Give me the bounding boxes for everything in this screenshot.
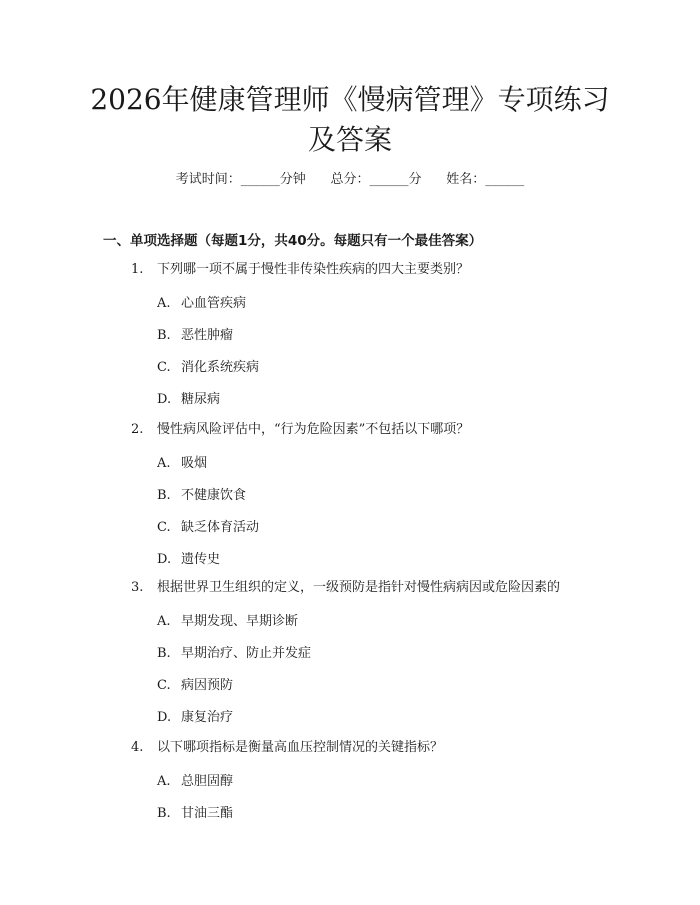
option-text: 病因预防: [181, 678, 234, 693]
option-text: 缺乏体育活动: [181, 520, 260, 535]
option-a: [0, 610, 700, 642]
option-b: [0, 642, 700, 674]
option-text: 心血管疾病: [181, 296, 247, 311]
option-letter: D.: [157, 392, 172, 407]
option-letter: A.: [157, 614, 171, 629]
question-2: [0, 418, 700, 580]
exam-info-line: 考试时间：______分钟 总分：______分 姓名：______: [175, 172, 525, 187]
question-stem: [0, 576, 700, 600]
option-a: [0, 770, 700, 802]
option-letter: A.: [157, 456, 171, 471]
option-list: [0, 610, 700, 738]
question-number: 3.: [131, 580, 144, 595]
option-letter: A.: [157, 296, 171, 311]
option-text: 不健康饮食: [181, 488, 247, 503]
question-stem: [0, 736, 700, 760]
option-b: [0, 324, 700, 356]
option-letter: C.: [157, 520, 171, 535]
question-text: 根据世界卫生组织的定义，一级预防是指针对慢性病病因或危险因素的: [157, 580, 561, 595]
option-letter: B.: [157, 646, 171, 661]
option-c: [0, 674, 700, 706]
option-a: [0, 452, 700, 484]
option-letter: B.: [157, 328, 171, 343]
question-4: [0, 736, 700, 834]
question-1: [0, 258, 700, 420]
question-number: 2.: [131, 422, 144, 437]
option-letter: B.: [157, 488, 171, 503]
option-text: 恶性肿瘤: [181, 328, 234, 343]
option-text: 早期治疗、防止并发症: [181, 646, 312, 661]
option-text: 康复治疗: [181, 710, 234, 725]
option-b: [0, 484, 700, 516]
question-text: 下列哪一项不属于慢性非传染性疾病的四大主要类别？: [157, 262, 470, 277]
question-3: [0, 576, 700, 738]
option-list: [0, 292, 700, 420]
option-text: 早期发现、早期诊断: [181, 614, 299, 629]
option-d: [0, 706, 700, 738]
section-heading: 一、单项选择题（每题1分，共40分。每题只有一个最佳答案）: [103, 233, 483, 249]
option-a: [0, 292, 700, 324]
option-c: [0, 356, 700, 388]
option-letter: D.: [157, 710, 172, 725]
option-d: [0, 388, 700, 420]
option-b: [0, 802, 700, 834]
question-text: 以下哪项指标是衡量高血压控制情况的关键指标？: [157, 740, 444, 755]
question-stem: [0, 258, 700, 282]
option-text: 遗传史: [181, 552, 221, 567]
option-list: [0, 770, 700, 834]
question-number: 4.: [131, 740, 144, 755]
option-letter: D.: [157, 552, 172, 567]
option-text: 吸烟: [181, 456, 208, 471]
option-letter: C.: [157, 678, 171, 693]
option-text: 甘油三酯: [181, 806, 234, 821]
option-text: 糖尿病: [181, 392, 221, 407]
option-letter: C.: [157, 360, 171, 375]
option-list: [0, 452, 700, 580]
option-letter: A.: [157, 774, 171, 789]
question-number: 1.: [131, 262, 144, 277]
option-letter: B.: [157, 806, 171, 821]
option-c: [0, 516, 700, 548]
option-text: 总胆固醇: [181, 774, 234, 789]
question-text: 慢性病风险评估中，“行为危险因素”不包括以下哪项？: [157, 422, 470, 437]
question-stem: [0, 418, 700, 442]
document-title: 2026年健康管理师《慢病管理》专项练习及答案: [90, 83, 610, 156]
option-text: 消化系统疾病: [181, 360, 260, 375]
